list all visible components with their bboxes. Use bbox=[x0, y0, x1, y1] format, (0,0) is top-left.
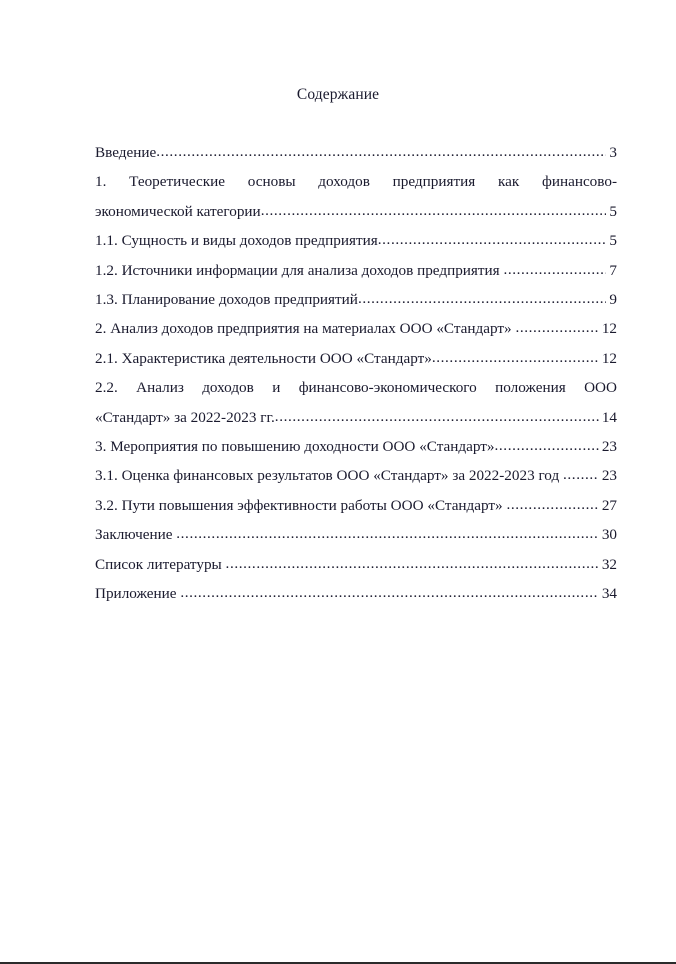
dot-leader bbox=[358, 284, 606, 313]
toc-entry-label: 3.1. Оценка финансовых результатов ООО «Стандарт» за 2022-2023 год bbox=[95, 467, 563, 485]
dot-leader bbox=[176, 519, 599, 548]
toc-entry-justified bbox=[95, 167, 617, 226]
toc-entry[interactable] bbox=[95, 167, 617, 226]
toc-entry-label-line2: экономической категории bbox=[95, 202, 261, 220]
toc-entry[interactable] bbox=[95, 344, 617, 373]
toc-entry-row bbox=[95, 314, 617, 343]
toc-page-number: 5 bbox=[609, 202, 617, 220]
toc-page-number: 12 bbox=[601, 349, 617, 367]
toc-entry[interactable] bbox=[95, 373, 617, 432]
toc-entry-row bbox=[95, 285, 617, 314]
toc-page-number: 32 bbox=[601, 555, 617, 573]
toc-entry-label: 3. Мероприятия по повышению доходности ООО «Стандарт» bbox=[95, 438, 495, 456]
dot-leader bbox=[226, 549, 599, 578]
toc-entry-label: Список литературы bbox=[95, 555, 226, 573]
dot-leader bbox=[156, 137, 606, 166]
toc-entry-label-line2: «Стандарт» за 2022-2023 гг. bbox=[95, 408, 275, 426]
toc-page-number: 23 bbox=[601, 438, 617, 456]
toc-entry[interactable] bbox=[95, 314, 617, 343]
dot-leader bbox=[180, 578, 599, 607]
toc-entry-label-line2-row bbox=[95, 197, 617, 226]
dot-leader bbox=[495, 431, 599, 460]
toc-entry-row bbox=[95, 432, 617, 461]
toc-entry[interactable] bbox=[95, 550, 617, 579]
toc-page-number: 30 bbox=[601, 526, 617, 544]
toc-page-number: 12 bbox=[601, 320, 617, 338]
toc-entry-label: 1.2. Источники информации для анализа доходов предприятия bbox=[95, 261, 504, 279]
toc-page-number: 3 bbox=[609, 144, 617, 161]
toc-entry[interactable] bbox=[95, 432, 617, 461]
toc-page-number: 5 bbox=[609, 232, 617, 250]
toc-entry-row bbox=[95, 520, 617, 549]
toc-entry[interactable] bbox=[95, 579, 617, 608]
toc-entry-row bbox=[95, 226, 617, 255]
toc-entry-label: 2.1. Характеристика деятельности ООО «Стандарт» bbox=[95, 349, 432, 367]
toc-entry[interactable] bbox=[95, 256, 617, 285]
toc-entry-label: Введение bbox=[95, 144, 157, 161]
toc-entry-row bbox=[95, 344, 617, 373]
toc-entry-row bbox=[95, 461, 617, 490]
toc-entry-label: 3.2. Пути повышения эффективности работы ООО «Стандарт» bbox=[95, 496, 507, 514]
toc-entry-row bbox=[95, 491, 617, 520]
dot-leader bbox=[563, 460, 599, 489]
toc-page-number: 34 bbox=[601, 585, 617, 603]
toc-entry[interactable] bbox=[95, 285, 617, 314]
toc-entry-row bbox=[95, 550, 617, 579]
toc-entry[interactable] bbox=[95, 461, 617, 490]
dot-leader bbox=[275, 402, 599, 431]
dot-leader bbox=[378, 225, 607, 254]
dot-leader bbox=[432, 343, 599, 372]
toc-entry-label-line2-row bbox=[95, 403, 617, 432]
toc-page-number: 23 bbox=[601, 467, 617, 485]
toc-entry-label: 2. Анализ доходов предприятия на материалах ООО «Стандарт» bbox=[95, 320, 516, 338]
toc-page-number: 27 bbox=[601, 496, 617, 514]
toc-entry-label-line1: 1. Теоретические основы доходов предприятия как финансово- bbox=[95, 173, 617, 191]
toc-entry-label: 1.1. Сущность и виды доходов предприятия bbox=[95, 232, 378, 250]
toc-entry-label: 1.3. Планирование доходов предприятий bbox=[95, 291, 358, 309]
toc-page-number: 7 bbox=[609, 261, 617, 279]
dot-leader bbox=[503, 255, 606, 284]
toc-entry-label: Приложение bbox=[95, 585, 181, 603]
toc-entry[interactable] bbox=[95, 520, 617, 549]
toc-page-number: 9 bbox=[609, 291, 617, 309]
dot-leader bbox=[506, 490, 598, 519]
page-title: Содержание bbox=[296, 86, 380, 103]
toc-entry-row bbox=[95, 138, 617, 167]
toc-entry[interactable] bbox=[95, 491, 617, 520]
toc-entry-label-line1: 2.2. Анализ доходов и финансово-экономического положения ООО bbox=[95, 379, 617, 397]
table-of-contents bbox=[95, 138, 617, 609]
dot-leader bbox=[261, 196, 607, 225]
toc-entry-justified bbox=[95, 373, 617, 432]
toc-entry[interactable] bbox=[95, 138, 617, 167]
toc-entry-label: Заключение bbox=[95, 526, 177, 544]
toc-entry[interactable] bbox=[95, 226, 617, 255]
toc-entry-row bbox=[95, 579, 617, 608]
toc-entry-row bbox=[95, 256, 617, 285]
toc-page-number: 14 bbox=[601, 408, 617, 426]
dot-leader bbox=[515, 313, 598, 342]
